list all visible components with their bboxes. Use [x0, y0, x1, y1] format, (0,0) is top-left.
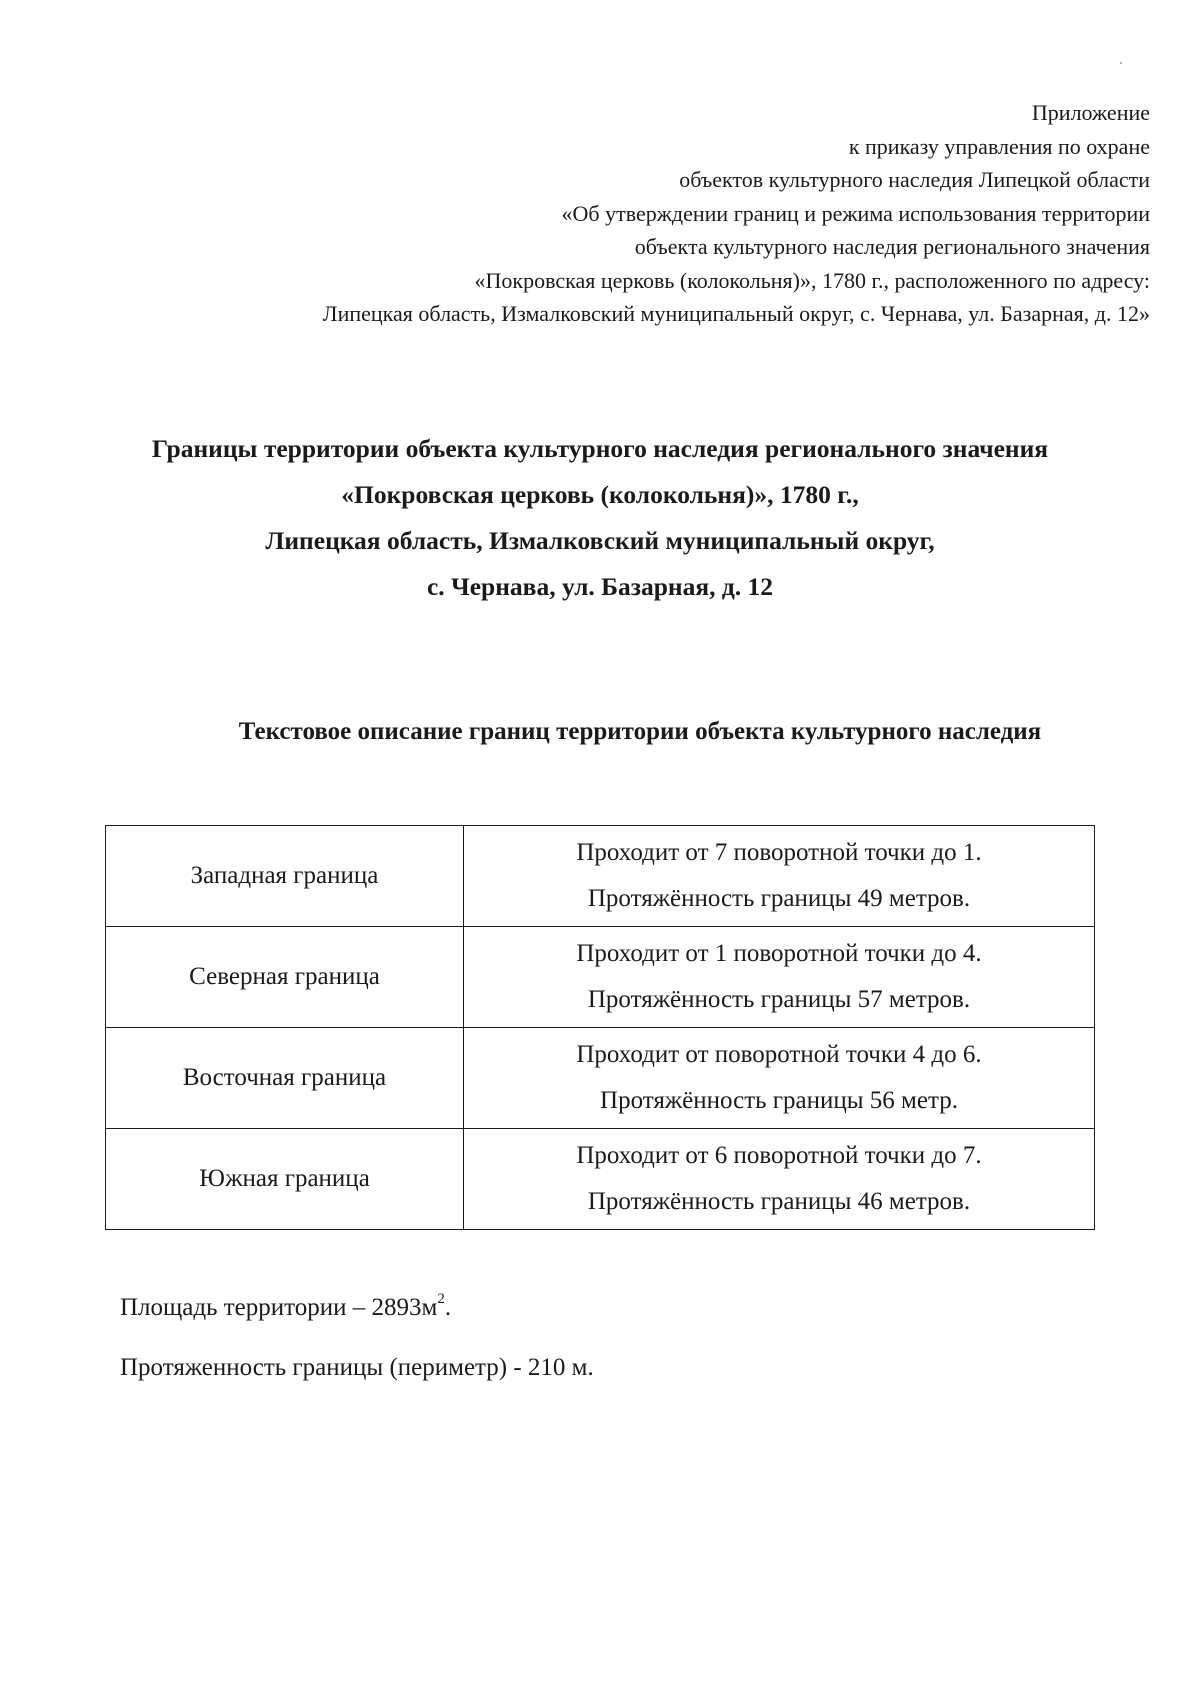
title-line: Границы территории объекта культурного наследия регионального значения: [151, 434, 1049, 463]
area-statement: [120, 1278, 594, 1338]
scan-speck: [1120, 62, 1122, 64]
title-line: с. Чернава, ул. Базарная, д. 12: [426, 572, 774, 601]
table-row: [106, 1129, 1095, 1230]
appendix-line: «Об утверждении границ и режима использования территории: [561, 200, 1150, 226]
boundary-points: Проходит от поворотной точки 4 до 6.: [576, 1041, 982, 1068]
table-row: [106, 927, 1095, 1028]
appendix-line: к приказу управления по охране: [848, 133, 1150, 159]
table-row: [106, 826, 1095, 927]
appendix-header: [150, 96, 1150, 331]
boundary-name: Восточная граница: [106, 1028, 464, 1129]
boundary-description: [464, 1129, 1095, 1230]
area-label: Площадь территории – 2893м: [120, 1294, 438, 1321]
title-line: Липецкая область, Измалковский муниципальный округ,: [265, 526, 935, 555]
boundary-points: Проходит от 1 поворотной точки до 4.: [576, 940, 982, 967]
title-line: «Покровская церковь (колокольня)», 1780 г.,: [341, 480, 859, 509]
table-row: [106, 1028, 1095, 1129]
summary-block: [120, 1278, 594, 1398]
appendix-line: Липецкая область, Измалковский муниципальный округ, с. Чернава, ул. Базарная, д. 12»: [322, 301, 1150, 326]
boundary-points: Проходит от 6 поворотной точки до 7.: [576, 1142, 982, 1169]
boundary-length: Протяжённость границы 57 метров.: [587, 986, 971, 1013]
appendix-line: объекта культурного наследия регионального значения: [634, 234, 1150, 259]
perimeter-statement: Протяженность границы (периметр) - 210 м.: [120, 1354, 594, 1381]
boundary-length: Протяжённость границы 49 метров.: [587, 885, 971, 912]
area-suffix: .: [444, 1294, 452, 1321]
section-heading: Текстовое описание границ территории объекта культурного наследия: [238, 718, 1042, 745]
boundary-length: Протяжённость границы 56 метр.: [600, 1087, 958, 1114]
boundary-description: [464, 826, 1095, 927]
boundary-name: Западная граница: [106, 826, 464, 927]
boundary-points: Проходит от 7 поворотной точки до 1.: [576, 839, 982, 866]
area-superscript: 2: [437, 1291, 445, 1307]
boundary-name: Северная граница: [106, 927, 464, 1028]
boundary-description: [464, 927, 1095, 1028]
appendix-line: Приложение: [1031, 100, 1150, 125]
appendix-line: объектов культурного наследия Липецкой области: [679, 167, 1150, 192]
boundaries-table: [105, 825, 1095, 1230]
boundary-description: [464, 1028, 1095, 1129]
appendix-line: «Покровская церковь (колокольня)», 1780 г., расположенного по адресу:: [474, 267, 1150, 293]
boundary-length: Протяжённость границы 46 метров.: [587, 1188, 971, 1215]
document-title: [0, 426, 1200, 610]
boundary-name: Южная граница: [106, 1129, 464, 1230]
